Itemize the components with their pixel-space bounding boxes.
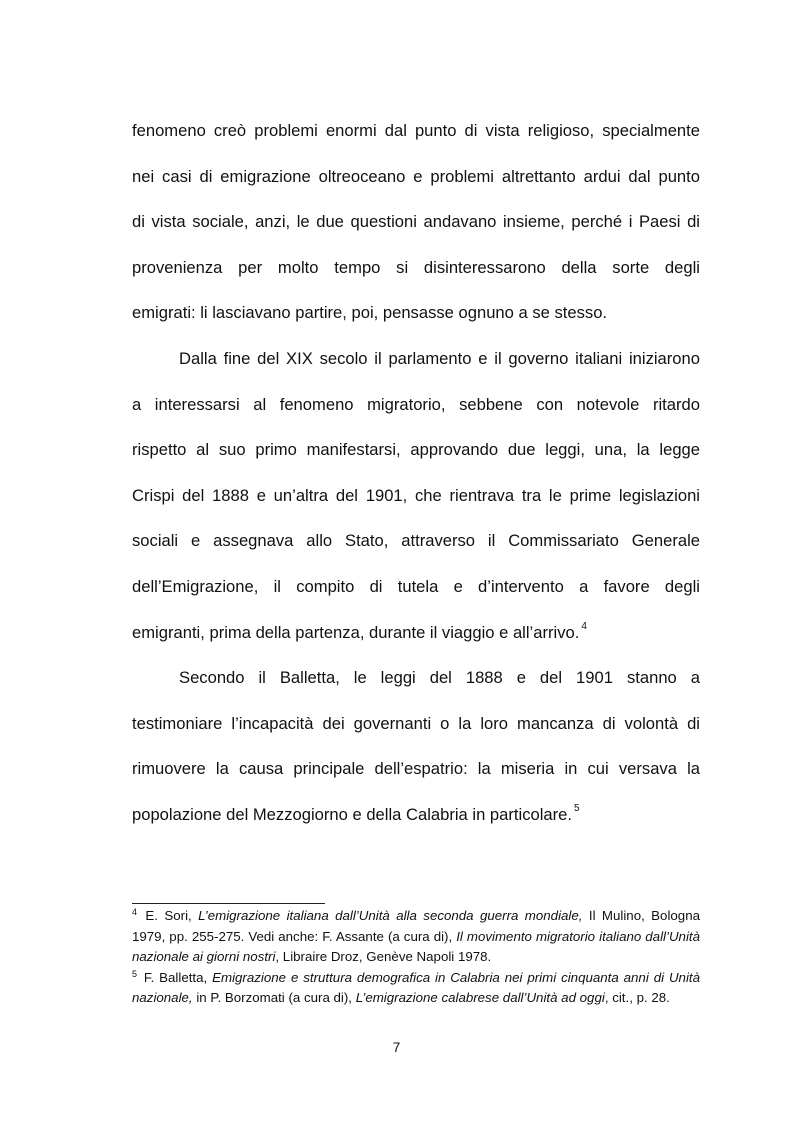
footnotes [132, 906, 700, 1009]
footnote-title: L’emigrazione italiana dall’Unità alla seconda guerra mondiale, [198, 908, 583, 923]
page-number: 7 [392, 1040, 401, 1055]
text-line: provenienza per molto tempo si disinteressarono della sorte degli [132, 257, 700, 277]
text-line [132, 610, 700, 656]
paragraph-1 [132, 108, 700, 336]
footnote-ref-4[interactable]: 4 [581, 620, 587, 632]
footnote-text: in P. Borzomati (a cura di), [192, 990, 356, 1006]
text-line: a interessarsi al fenomeno migratorio, sebbene con notevole ritardo [132, 394, 700, 414]
text-line: Dalla fine del XIX secolo il parlamento e il governo italiani iniziarono [179, 348, 700, 368]
text-line-content: emigranti, prima della partenza, durante il viaggio e all’arrivo. [132, 622, 580, 642]
footnote-text: Il Mulino, Bologna 1979, pp. 255-275. Vedi anche: F. Assante (a cura di), [132, 908, 700, 944]
footnote-4 [132, 906, 700, 968]
text-line-content: popolazione del Mezzogiorno e della Calabria in particolare. [132, 804, 573, 824]
text-line: fenomeno creò problemi enormi dal punto di vista religioso, specialmente [132, 121, 700, 140]
text-line: Secondo il Balletta, le leggi del 1888 e del 1901 stanno a [179, 668, 700, 688]
footnote-5 [132, 968, 700, 1009]
text-line: emigrati: li lasciavano partire, poi, pensasse ognuno a se stesso. [132, 303, 608, 323]
footnote-title: L’emigrazione calabrese dall’Unità ad oggi [355, 990, 605, 1006]
footnote-separator [132, 903, 325, 904]
paragraph-2 [132, 336, 700, 655]
footnote-text: , Libraire Droz, Genève Napoli 1978. [275, 949, 492, 965]
text-line: Crispi del 1888 e un’altra del 1901, che rientrava tra le prime legislazioni [132, 485, 700, 505]
text-line: rispetto al suo primo manifestarsi, approvando due leggi, una, la legge [132, 440, 700, 460]
text-line: di vista sociale, anzi, le due questioni andavano insieme, perché i Paesi di [132, 212, 700, 232]
body-text [132, 108, 700, 838]
text-line: nei casi di emigrazione oltreoceano e problemi altrettanto ardui dal punto [132, 166, 700, 186]
footnote-text: E. Sori, [139, 908, 199, 923]
footnote-title: Emigrazione e struttura demografica in Calabria nei primi cinquanta anni di Unità nazionale, [132, 969, 700, 1006]
text-line: testimoniare l’incapacità dei governanti o la loro mancanza di volontà di [132, 713, 700, 733]
footnote-title: Il movimento migratorio italiano dall’Unità nazionale ai giorni nostri [132, 928, 700, 965]
text-line [132, 792, 700, 838]
footnote-number: 5 [132, 968, 138, 979]
text-line: sociali e assegnava allo Stato, attraverso il Commissariato Generale [132, 531, 700, 551]
text-line: dell’Emigrazione, il compito di tutela e d’intervento a favore degli [132, 576, 700, 596]
footnote-ref-5[interactable]: 5 [574, 802, 580, 814]
footnote-number: 4 [132, 907, 138, 917]
paragraph-3 [132, 655, 700, 837]
footnote-text: , cit., p. 28. [604, 990, 670, 1006]
text-line: rimuovere la causa principale dell’espatrio: la miseria in cui versava la [132, 759, 700, 779]
footnote-text: F. Balletta, [139, 969, 213, 985]
